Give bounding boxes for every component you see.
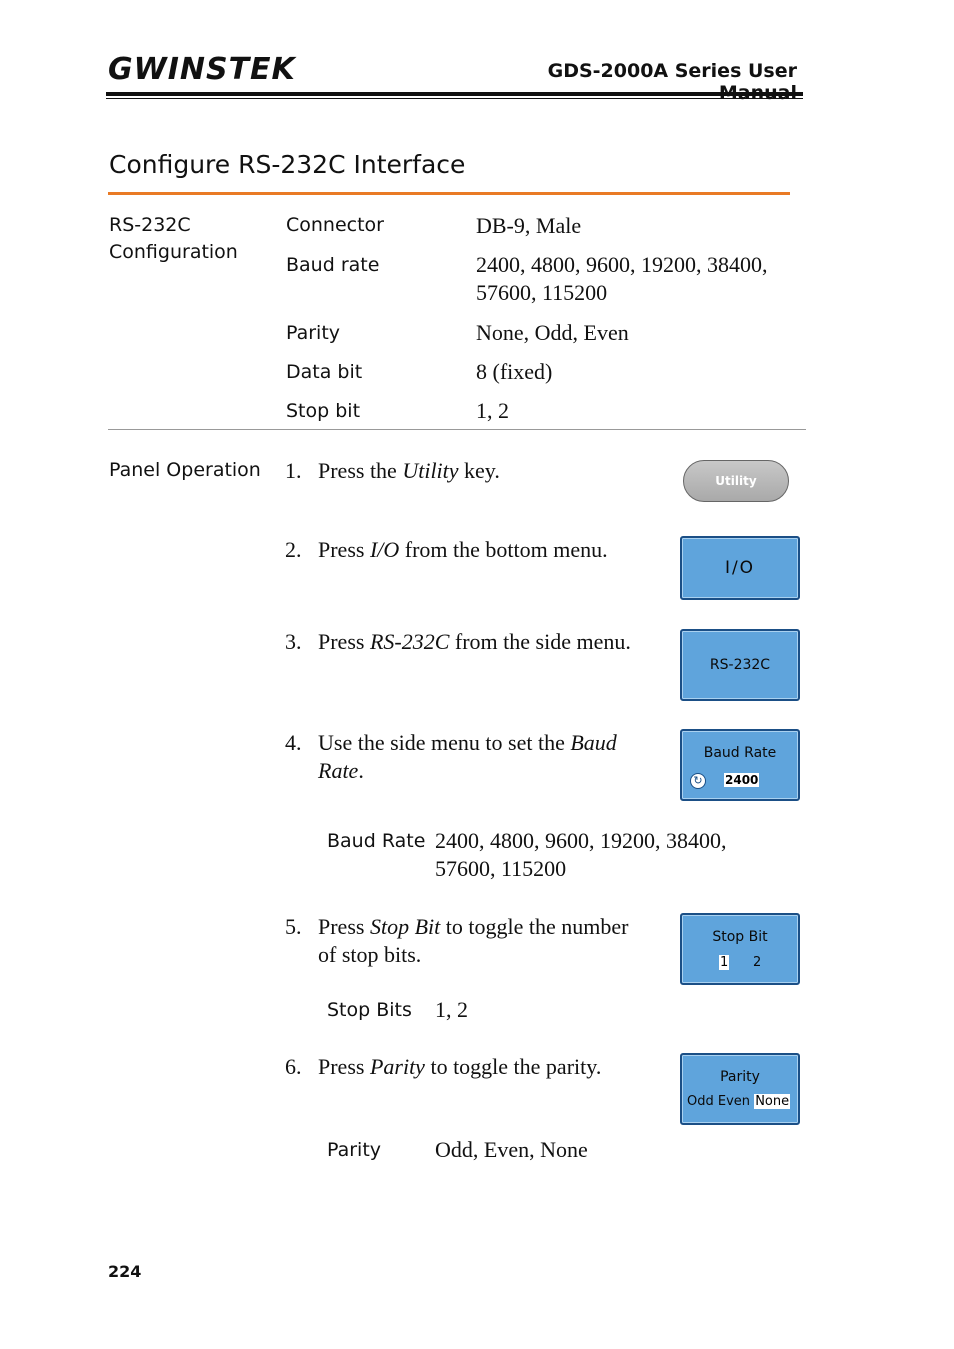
config-row-name: Parity [286, 322, 341, 344]
config-row-value: None, Odd, Even [476, 320, 629, 345]
stop-bit-option-2: 2 [753, 955, 762, 970]
baud-rate-menu-key[interactable] [680, 729, 800, 801]
config-row-value-cont: 57600, 115200 [476, 280, 608, 305]
parity-option-none: None [755, 1094, 790, 1109]
step-text: to toggle the parity. [424, 1054, 602, 1079]
brand-logo: GWINSTEK [108, 52, 296, 87]
rs232c-menu-key[interactable]: RS-232C [680, 629, 800, 701]
config-row-value: 1, 2 [476, 398, 509, 423]
variable-knob-icon: ↻ [690, 773, 706, 789]
parity-menu-key[interactable] [680, 1053, 800, 1125]
step-keyword: Baud [570, 730, 617, 755]
step-1 [285, 457, 665, 487]
table-divider [108, 429, 806, 430]
header-rule-thin [106, 98, 803, 99]
stop-bits-label: Stop Bits [327, 999, 412, 1021]
step-text: from the side menu. [449, 629, 631, 654]
step-text: Press [318, 537, 370, 562]
baud-rate-values-cont: 57600, 115200 [435, 856, 567, 881]
config-row-name: Connector [286, 214, 384, 236]
baud-rate-values: 2400, 4800, 9600, 19200, 38400, [435, 828, 727, 853]
step-number: 2. [285, 537, 302, 562]
io-menu-key[interactable]: I/O [680, 536, 800, 600]
config-label-line1: RS-232C [109, 214, 191, 236]
config-row-value: DB-9, Male [476, 213, 582, 238]
parity-values: Odd, Even, None [435, 1137, 588, 1162]
step-number: 6. [285, 1054, 302, 1079]
config-label [109, 212, 238, 266]
step-text: Press [318, 629, 370, 654]
config-row-name: Data bit [286, 361, 363, 383]
step-text: Press the [318, 458, 403, 483]
parity-label: Parity [327, 1139, 382, 1161]
stop-bits-values: 1, 2 [435, 997, 468, 1022]
step-number: 1. [285, 458, 302, 483]
parity-key-title: Parity [720, 1069, 760, 1085]
step-text: Press [318, 1054, 370, 1079]
baud-rate-key-value: 2400 [725, 773, 759, 787]
step-number: 4. [285, 730, 302, 755]
step-text: Press [318, 914, 370, 939]
step-text: Use the side menu to set the [318, 730, 571, 755]
utility-key[interactable]: Utility [683, 460, 789, 502]
step-5 [285, 913, 675, 973]
config-row-value: 8 (fixed) [476, 359, 553, 384]
page-number: 224 [108, 1262, 142, 1281]
parity-option-even: Even [717, 1094, 751, 1109]
parity-option-odd: Odd [687, 1094, 714, 1109]
step-text: of stop bits. [318, 942, 422, 967]
step-keyword: Stop Bit [369, 914, 441, 939]
stop-bit-menu-key[interactable] [680, 913, 800, 985]
step-keyword: Parity [369, 1054, 425, 1079]
step-text: key. [458, 458, 500, 483]
step-keyword: Rate [318, 758, 359, 783]
config-row-name: Baud rate [286, 254, 380, 276]
step-3 [285, 628, 675, 658]
step-2 [285, 536, 665, 566]
config-row-name: Stop bit [286, 400, 361, 422]
header-rule [106, 92, 803, 96]
step-6 [285, 1053, 665, 1083]
step-4 [285, 729, 665, 789]
section-title: Configure RS-232C Interface [109, 150, 466, 179]
manual-title: GDS-2000A Series User [547, 60, 797, 82]
config-label-line2: Configuration [109, 241, 238, 263]
baud-rate-label: Baud Rate [327, 830, 426, 852]
step-text: . [358, 758, 364, 783]
config-row-value: 2400, 4800, 9600, 19200, 38400, [476, 252, 768, 277]
step-number: 5. [285, 914, 302, 939]
stop-bit-option-1: 1 [720, 955, 729, 970]
panel-operation-label: Panel Operation [109, 459, 261, 481]
section-rule [108, 192, 790, 195]
stop-bit-key-title: Stop Bit [712, 929, 768, 945]
step-text: from the bottom menu. [399, 537, 608, 562]
step-number: 3. [285, 629, 302, 654]
step-keyword: Utility [402, 458, 459, 483]
step-text: to toggle the number [440, 914, 629, 939]
step-keyword: RS-232C [369, 629, 450, 654]
step-keyword: I/O [369, 537, 400, 562]
baud-rate-key-title: Baud Rate [703, 745, 777, 761]
